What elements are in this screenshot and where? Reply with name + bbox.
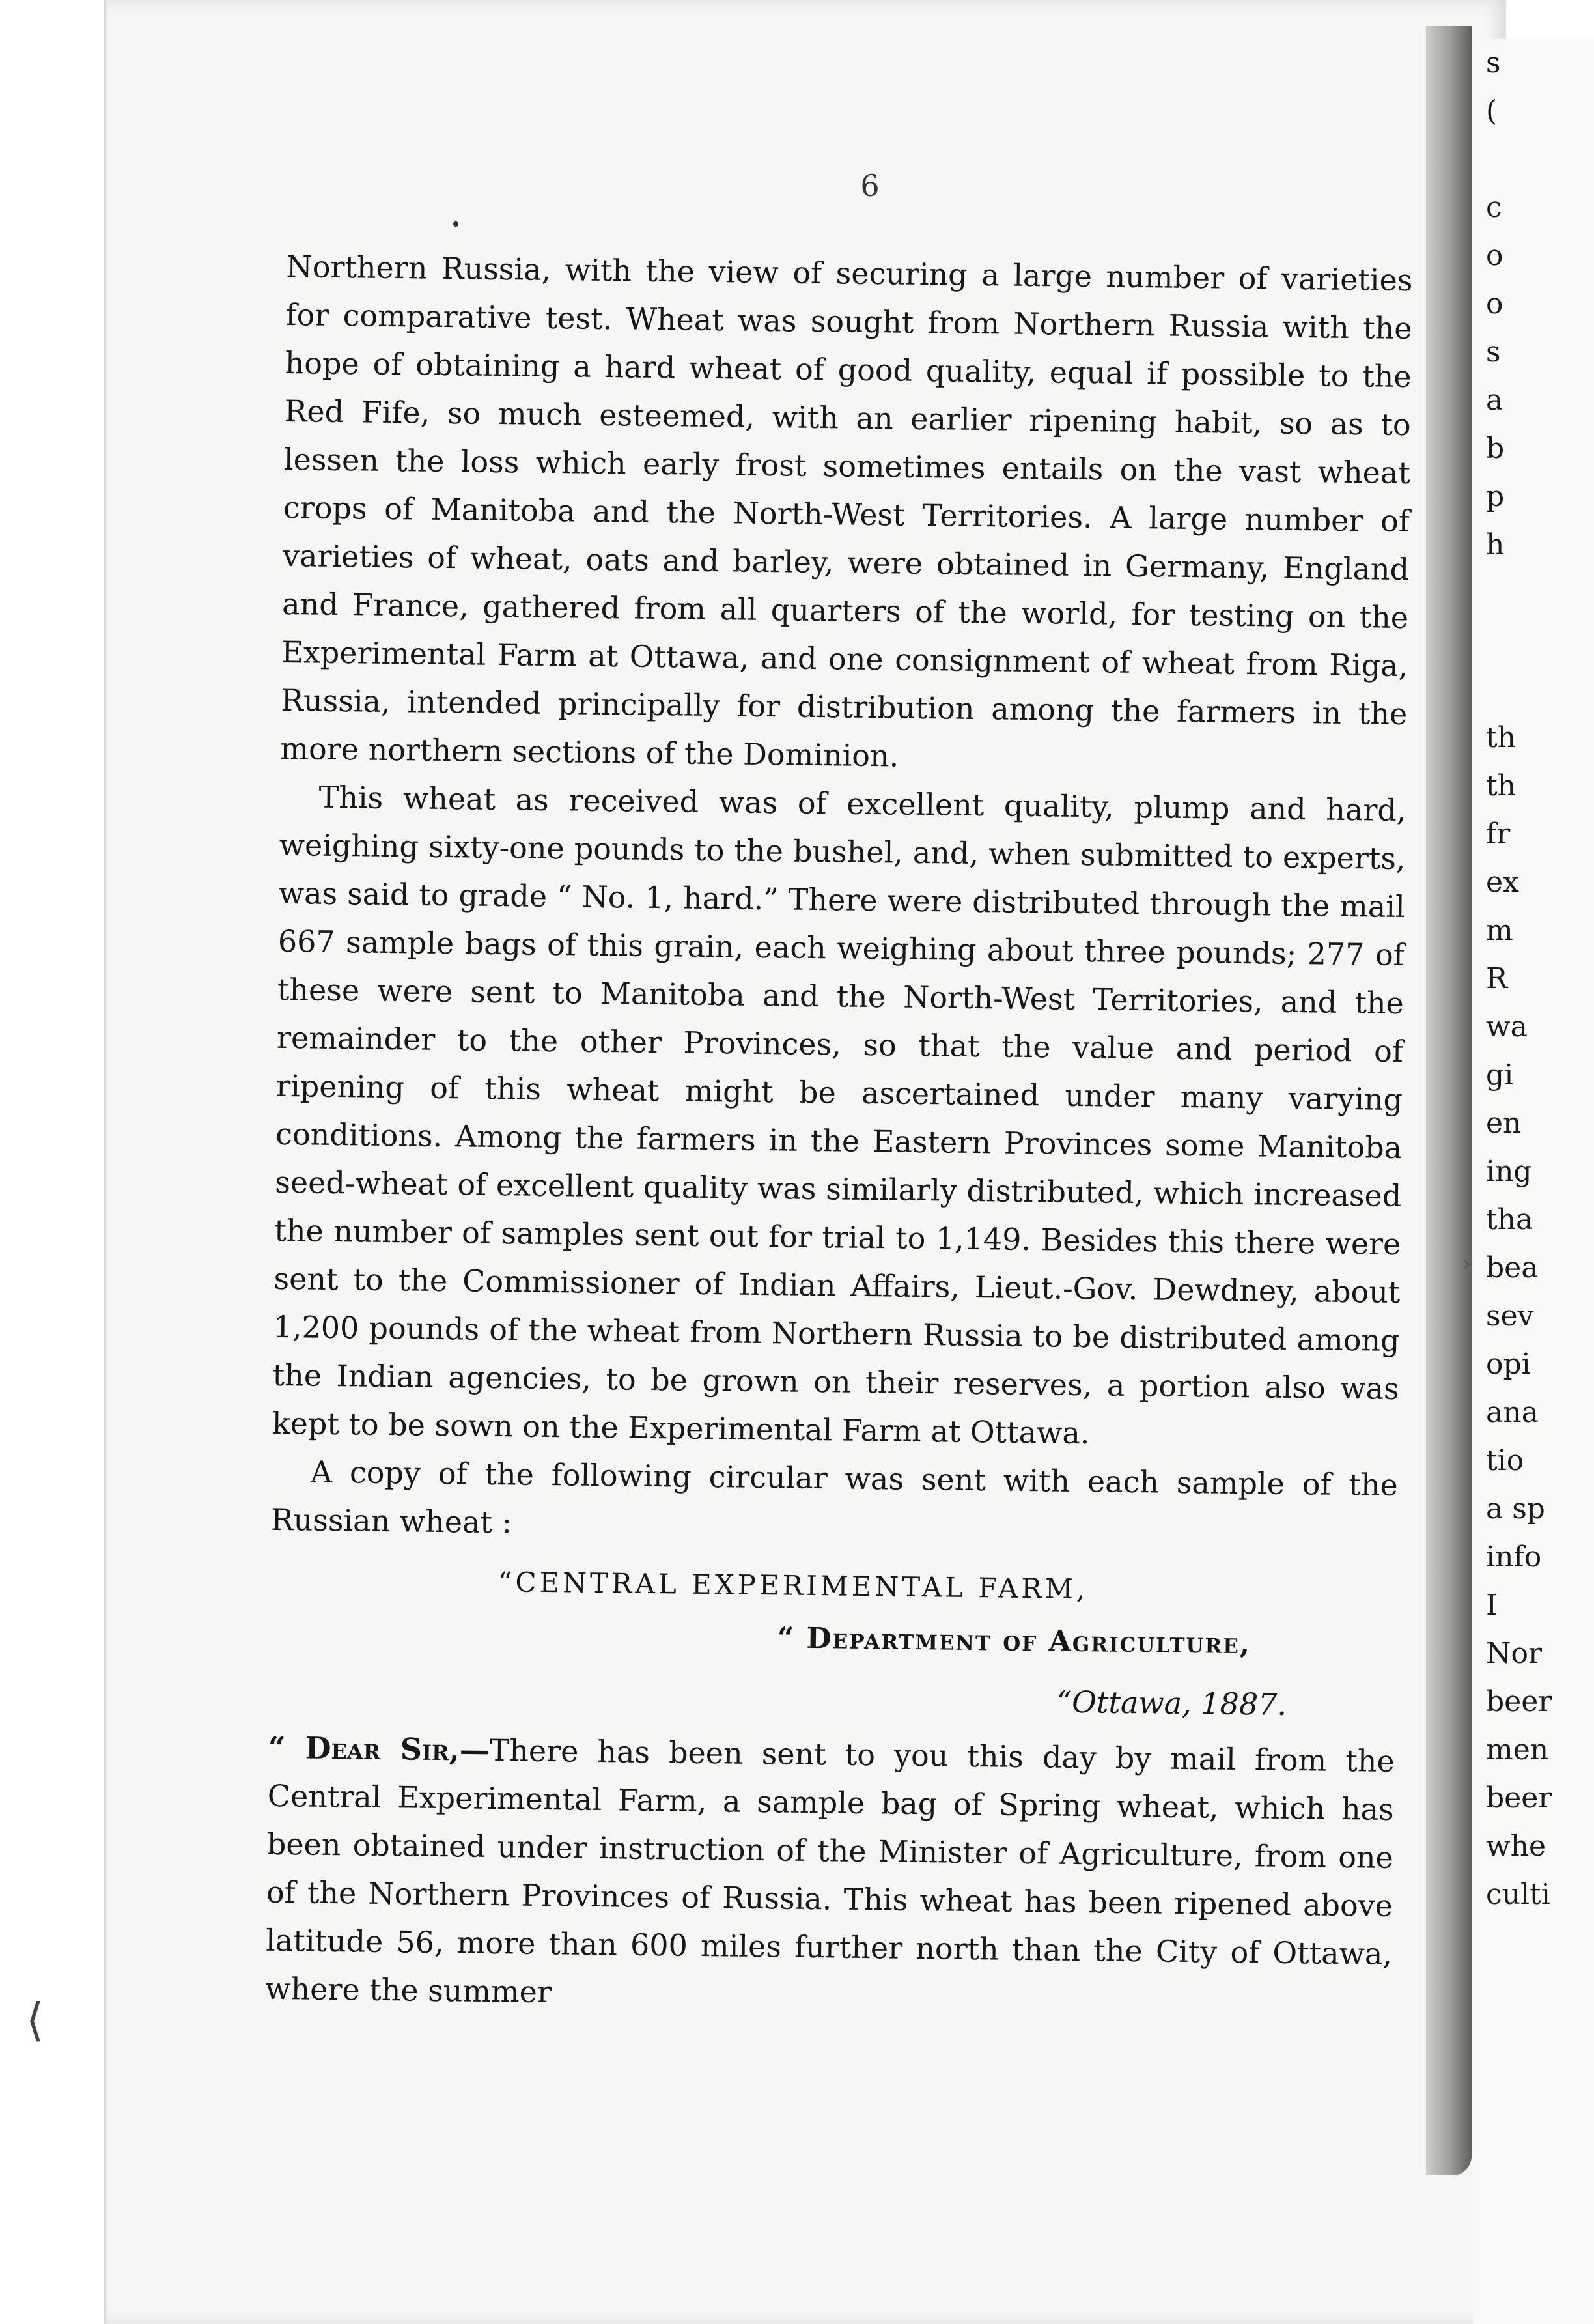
adjacent-page-line: Nor	[1486, 1637, 1543, 1670]
adjacent-page-line: en	[1486, 1107, 1522, 1140]
letter-body	[265, 1723, 1395, 2026]
adjacent-page-line: th	[1486, 769, 1517, 802]
page-number: 6	[860, 168, 880, 203]
adjacent-page-line: fr	[1486, 817, 1511, 851]
page-body	[265, 242, 1413, 2026]
adjacent-page-line: a	[1486, 384, 1503, 417]
letter-text: There has been sent to you this day by mail from the Central Experimental Farm, a sample bag of Spring wheat, which has been obtained under instruction of the Minister of Agriculture, from one of the Northern Provinces of Russia. This wheat has been ripened above latitude 56, more than 600 miles further north than the City of Ottawa, where the summer	[264, 1732, 1395, 2010]
adjacent-page-line: tha	[1486, 1203, 1533, 1236]
adjacent-page-line: wa	[1486, 1010, 1528, 1043]
adjacent-page-line: beer	[1486, 1685, 1552, 1718]
adjacent-page-line	[1486, 666, 1594, 714]
adjacent-page-line: I	[1486, 1589, 1498, 1622]
adjacent-page-line	[1486, 569, 1594, 617]
adjacent-page-line: b	[1486, 432, 1505, 465]
adjacent-page-line: opi	[1486, 1348, 1531, 1381]
print-speck	[453, 221, 458, 227]
adjacent-page-line: bea	[1486, 1251, 1539, 1284]
letter-salutation: “ Dear Sir,—	[268, 1729, 490, 1768]
adjacent-page-line: c	[1486, 191, 1502, 224]
adjacent-page-line: sev	[1486, 1299, 1534, 1333]
adjacent-page-line: (	[1486, 94, 1498, 128]
adjacent-page-line: whe	[1486, 1830, 1546, 1863]
adjacent-page-line: s	[1486, 46, 1501, 79]
adjacent-page-line: ing	[1486, 1155, 1532, 1188]
adjacent-page-line: R	[1486, 962, 1508, 995]
letter-heading-farm: “CENTRAL EXPERIMENTAL FARM,	[497, 1566, 1089, 1606]
margin-mark: ⟨	[26, 1993, 44, 2047]
adjacent-page-line	[1486, 617, 1594, 666]
adjacent-page-fragments	[1473, 39, 1594, 1919]
adjacent-page-line: p	[1486, 480, 1505, 513]
adjacent-page-line: info	[1486, 1540, 1542, 1574]
adjacent-page-line: men	[1486, 1733, 1549, 1766]
adjacent-page-line: h	[1486, 528, 1505, 561]
page-gutter	[1426, 26, 1472, 2175]
adjacent-page-line: m	[1486, 914, 1513, 947]
adjacent-page-line: culti	[1486, 1878, 1550, 1911]
adjacent-page-line: tio	[1486, 1444, 1524, 1477]
adjacent-page-line	[1486, 135, 1594, 184]
adjacent-page-line: o	[1486, 287, 1503, 320]
adjacent-page-line: gi	[1486, 1058, 1514, 1092]
paragraph-2: This wheat as received was of excellent quality, plump and hard, weighing sixty-one pounds to the bushel, and, when submitted to experts, was said to grade “ No. 1, hard.” There were distributed through the mail 667 sample bags of this grain, each weighing about three pounds; 277 of these were sent to Manitoba and the North-West Territories, and the remainder to the other Provinces, so that the value and period of ripening of this wheat might be ascertained under many varying conditions. Among the farmers in the Eastern Provinces some Manitoba seed-wheat of excellent quality was similarly distributed, which increased the number of samples sent out for trial to 1,149. Besides this there were sent to the Commissioner of Indian Affairs, Lieut.-Gov. Dewdney, about 1,200 pounds of the wheat from Northern Russia to be distributed among the Indian agencies, to be grown on their reserves, a portion also was kept to be sown on the Experimental Farm at Ottawa.	[272, 779, 1406, 1451]
binding-mark: ›	[1462, 1251, 1472, 1277]
adjacent-page-line: s	[1486, 335, 1501, 369]
adjacent-page-edge	[1473, 39, 1594, 2324]
adjacent-page-line: ex	[1486, 866, 1519, 899]
paragraph-1: Northern Russia, with the view of securing a large number of varieties for comparative test. Wheat was sought from Northern Russia with the hope of obtaining a hard wheat of good quality, equal if possible to the Red Fife, so much esteemed, with an earlier ripening habit, so as to lessen the loss which early frost sometimes entails on the vast wheat crops of Manitoba and the North-West Territories. A large number of varieties of wheat, oats and barley, were obtained in Germany, England and France, gathered from all quarters of the world, for testing on the Experimental Farm at Ottawa, and one consignment of wheat from Riga, Russia, intended principally for distribution among the farmers in the more northern sections of the Dominion.	[280, 248, 1413, 774]
adjacent-page-line: th	[1486, 721, 1517, 754]
letter-heading-department: “ Department of Agriculture,	[777, 1621, 1251, 1661]
letter-dateline: “Ottawa, 1887.	[1056, 1684, 1287, 1722]
adjacent-page-line: o	[1486, 239, 1503, 272]
adjacent-page-line: beer	[1486, 1781, 1552, 1815]
adjacent-page-line: ana	[1486, 1396, 1539, 1429]
paragraph-3: A copy of the following circular was sent with each sample of the Russian wheat :	[270, 1454, 1399, 1540]
adjacent-page-line: a sp	[1486, 1492, 1545, 1525]
